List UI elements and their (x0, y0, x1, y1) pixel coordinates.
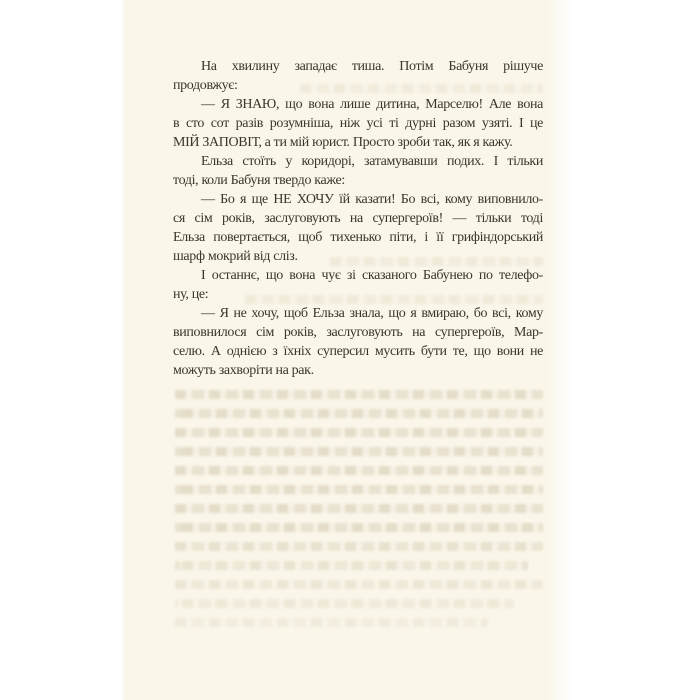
text-line: І останнє, що вона чує зі сказаного Бабунею по телефо- (201, 268, 543, 283)
bleedthrough-line (175, 580, 543, 589)
text-line: — Бо я ще НЕ ХОЧУ їй казати! Бо всі, кому виповнило- (201, 192, 543, 207)
bleedthrough-line (175, 390, 543, 399)
bleedthrough-line (175, 409, 543, 418)
bleedthrough-line (330, 257, 543, 266)
text-line: шарф мокрий від сліз. (173, 249, 298, 264)
bleedthrough-line (175, 523, 543, 532)
bleedthrough-line (175, 504, 543, 513)
text-line: МІЙ ЗАПОВІТ, а ти мій юрист. Просто зроби так, як я кажу. (173, 135, 513, 150)
text-line: Ельза повертається, щоб тихенько піти, і її грифіндорський (173, 230, 543, 245)
text-line: ся сім років, заслуговують на супергероїв! — тільки тоді (173, 211, 543, 226)
text-line: в сто сот разів розумніша, ніж усі ті дурні разом узяті. І це (173, 116, 543, 131)
text-line: — Я не хочу, щоб Ельза знала, що я вмираю, бо всі, кому (201, 306, 543, 321)
text-line: ну, це: (173, 287, 209, 302)
bleedthrough-line (175, 542, 543, 551)
bleedthrough-line (175, 428, 543, 437)
text-line: продовжує: (173, 78, 238, 93)
bleedthrough-line (175, 561, 528, 570)
text-line: — Я ЗНАЮ, що вона лише дитина, Марселю! Але вона (201, 97, 543, 112)
bleedthrough-line (175, 599, 514, 608)
bleedthrough-line (300, 84, 543, 93)
text-line: можуть захворіти на рак. (173, 363, 314, 378)
text-line: виповнилося сім років, заслуговують на супергероїв, Мар- (173, 325, 543, 340)
bleedthrough-line (175, 485, 543, 494)
bleedthrough-line (175, 618, 488, 627)
text-line: На хвилину западає тиша. Потім Бабуня рішуче (201, 59, 543, 74)
text-line: тоді, коли Бабуня твердо каже: (173, 173, 345, 188)
bleedthrough-line (245, 295, 543, 304)
bleedthrough-line (175, 466, 543, 475)
bleedthrough-line (175, 447, 543, 456)
text-line: селю. А однією з їхніх суперсил мусить бути те, що вони не (173, 344, 543, 359)
page-bleedthrough (175, 390, 543, 637)
text-line: Ельза стоїть у коридорі, затамувавши подих. І тільки (201, 154, 543, 169)
page-text (173, 57, 543, 380)
